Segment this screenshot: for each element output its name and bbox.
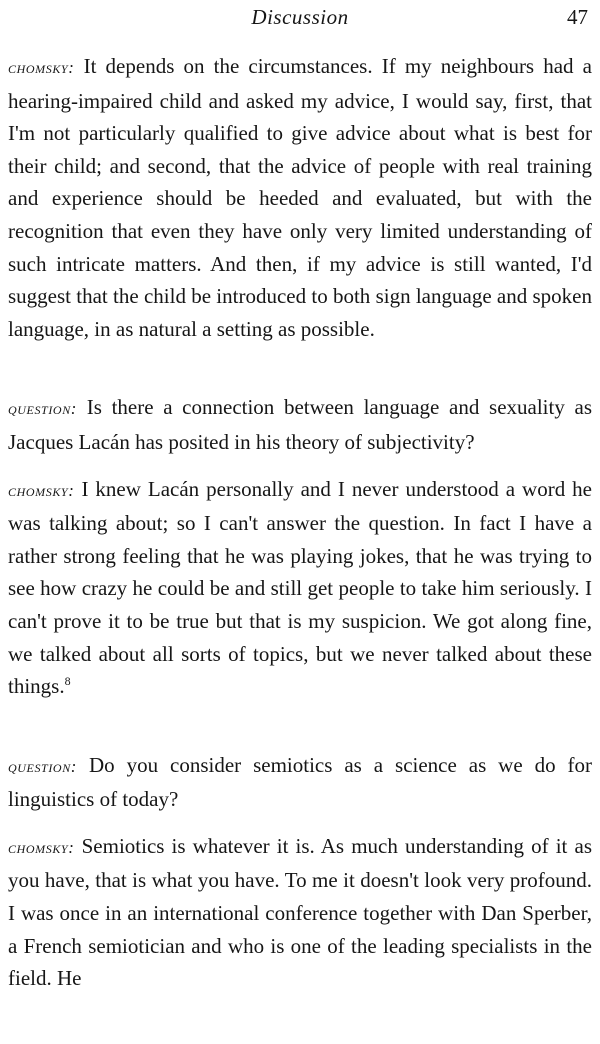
paragraph-question-2 bbox=[8, 749, 592, 816]
speaker-label: question: bbox=[8, 756, 78, 776]
footnote-reference[interactable]: 8 bbox=[64, 674, 71, 689]
paragraph-chomsky-2 bbox=[8, 473, 592, 703]
paragraph-text: Do you consider semiotics as a science as we do for linguistics of today? bbox=[8, 752, 592, 812]
running-head bbox=[0, 2, 600, 34]
paragraph-text: It depends on the circumstances. If my neighbours had a hearing-impaired child and asked my advice, I would say, first, that I'm not particularly qualified to give advice about what is best for their child; and second, that the advice of people with real training and experience should be heeded and evaluated, but with the recognition that even they have only very limited understanding of such intricate matters. And then, if my advice is still wanted, I'd suggest that the child be introduced to both sign language and spoken language, in as natural a setting as possible. bbox=[8, 54, 592, 341]
paragraph-chomsky-3 bbox=[8, 830, 592, 995]
paragraph-question-1 bbox=[8, 391, 592, 458]
speaker-label: chomsky: bbox=[8, 837, 75, 857]
speaker-label: chomsky: bbox=[8, 480, 75, 500]
body-text bbox=[8, 50, 592, 995]
paragraph-text: Is there a connection between language and sexuality as Jacques Lacán has posited in his theory of subjectivity? bbox=[8, 395, 592, 454]
speaker-label: chomsky: bbox=[8, 58, 75, 77]
speaker-label: question: bbox=[8, 399, 78, 419]
paragraph-chomsky-1 bbox=[8, 50, 592, 345]
paragraph-text: Semiotics is whatever it is. As much understanding of it as you have, that is what you have. To me it doesn't look very profound. I was once in an international conference together with Dan Sperber, a French semiotician and who is one of the leading specialists in the field. He bbox=[8, 833, 592, 991]
running-title: Discussion bbox=[251, 5, 349, 29]
page-number: 47 bbox=[567, 5, 588, 29]
paragraph-text: I knew Lacán personally and I never understood a word he was talking about; so I can't answer the question. In fact I have a rather strong feeling that he was playing jokes, that he was trying to see how crazy he could be and still get people to take him seriously. I can't prove it to be true but that is my suspicion. We got along fine, we talked about all sorts of topics, but we never talked about these things. bbox=[8, 476, 592, 699]
